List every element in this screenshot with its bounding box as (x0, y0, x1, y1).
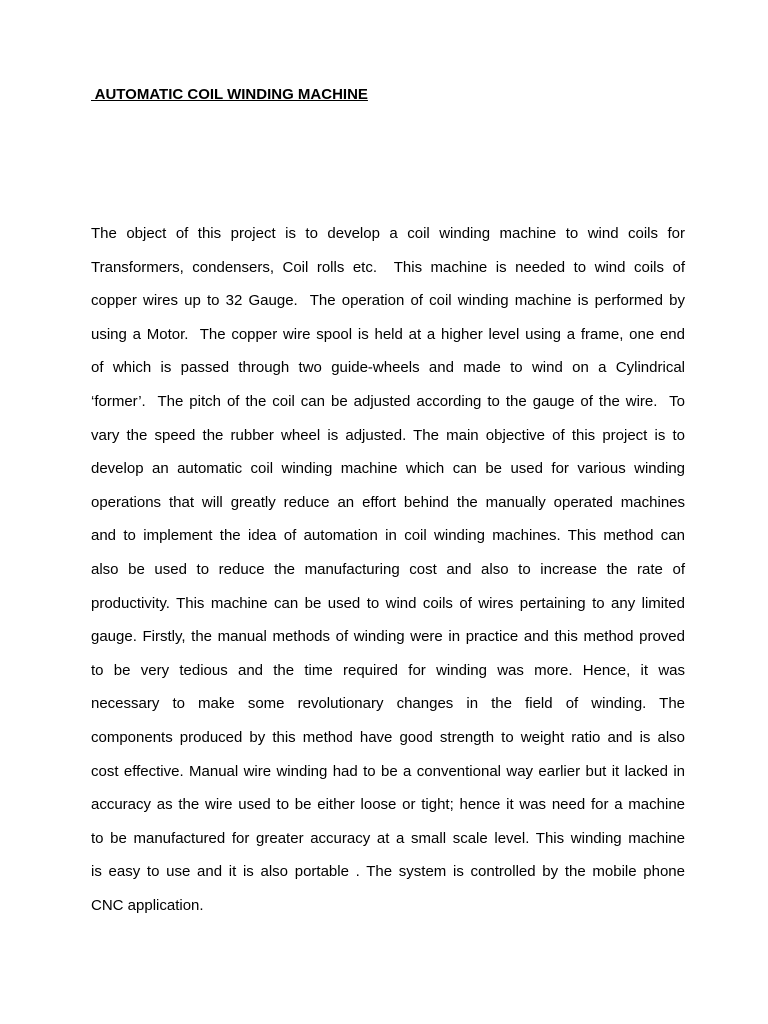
paragraph-line: Transformers, condensers, Coil rolls etc. This machine is needed to wind coils of (91, 258, 685, 276)
paragraph-line: of which is passed through two guide-wheels and made to wind on a Cylindrical (91, 359, 685, 377)
paragraph-line: gauge. Firstly, the manual methods of winding were in practice and this method proved (91, 628, 685, 646)
paragraph-line: CNC application. (91, 896, 204, 914)
paragraph-line: using a Motor. The copper wire spool is held at a higher level using a frame, one end (91, 325, 685, 343)
paragraph-line: ‘former’. The pitch of the coil can be adjusted according to the gauge of the wire. To (91, 392, 685, 410)
paragraph-line: operations that will greatly reduce an effort behind the manually operated machines (91, 493, 685, 511)
paragraph-line: develop an automatic coil winding machine which can be used for various winding (91, 460, 685, 478)
paragraph-line: to be very tedious and the time required for winding was more. Hence, it was (91, 661, 685, 679)
paragraph-line: also be used to reduce the manufacturing cost and also to increase the rate of (91, 560, 685, 578)
paragraph-line: cost effective. Manual wire winding had to be a conventional way earlier but it lacked in (91, 762, 685, 780)
document-title: AUTOMATIC COIL WINDING MACHINE (91, 86, 368, 103)
body-paragraph (91, 217, 685, 922)
paragraph-line: productivity. This machine can be used to wind coils of wires pertaining to any limited (91, 594, 685, 612)
paragraph-line: and to implement the idea of automation in coil winding machines. This method can (91, 527, 685, 545)
paragraph-line: necessary to make some revolutionary changes in the field of winding. The (91, 695, 685, 713)
paragraph-line: to be manufactured for greater accuracy at a small scale level. This winding machine (91, 829, 685, 847)
paragraph-line: is easy to use and it is also portable . The system is controlled by the mobile phone (91, 863, 685, 881)
paragraph-line: copper wires up to 32 Gauge. The operation of coil winding machine is performed by (91, 292, 685, 310)
paragraph-line: The object of this project is to develop a coil winding machine to wind coils for (91, 225, 685, 242)
paragraph-line: vary the speed the rubber wheel is adjusted. The main objective of this project is to (91, 426, 685, 444)
paragraph-line: accuracy as the wire used to be either loose or tight; hence it was need for a machine (91, 796, 685, 814)
paragraph-line: components produced by this method have good strength to weight ratio and is also (91, 728, 685, 746)
